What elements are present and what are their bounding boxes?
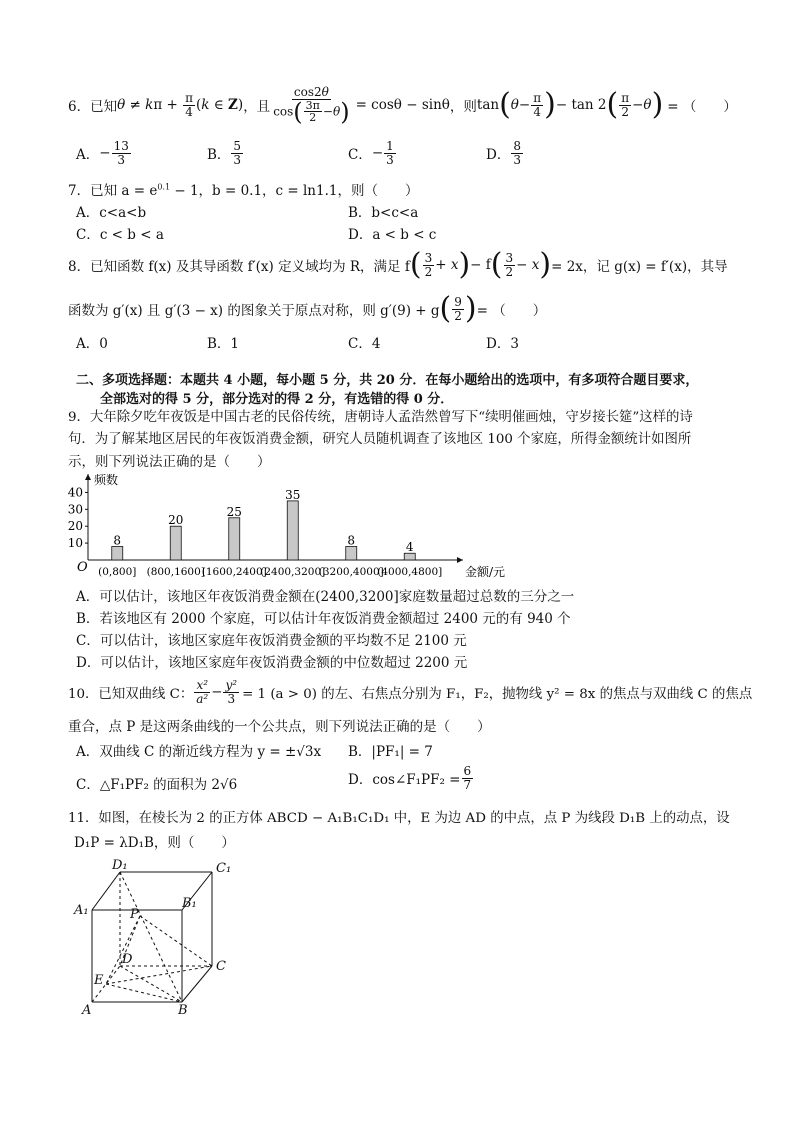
q6-rhs: = cosθ − sinθ: [355, 97, 450, 113]
label-c: C: [216, 959, 226, 974]
bar-value-label: 8: [347, 533, 356, 548]
q6-ask-tail: = （ ）: [667, 99, 737, 115]
q10-option-d[interactable]: D．cos∠F₁PF₂ = $\frac{6}{7}$: [348, 764, 472, 792]
q10-option-b[interactable]: B．|PF₁| = 7: [348, 744, 433, 760]
q7-option-b[interactable]: B．b<c<a: [348, 205, 419, 221]
histogram-bar: [346, 546, 357, 560]
q10-option-a[interactable]: A．双曲线 C 的渐近线方程为 y = ±√3x: [76, 744, 322, 760]
x-category-label: (3200,4000]: [318, 566, 384, 578]
q6-stem: 6．已知 θ ≠ k π + $\frac{\pi}{4}$ ( k ∈ Z ) ，且 cos2θ cos( $\frac{3\pi}{2}$ −θ) = cosθ − sinθ ，则 tan ( θ − $\frac{\pi}{4}$ ) − tan 2 ( $\frac{\pi}{2}$ − θ ) = （ ）: [68, 85, 737, 126]
label-d1: D₁: [112, 858, 128, 873]
q9-option-b[interactable]: B．若该地区有 2000 个家庭，可以估计年夜饭消费金额超过 2400 元的有 940 个: [76, 611, 571, 627]
label-e: E: [94, 973, 104, 988]
q9-line2: 句．为了解某地区居民的年夜饭消费金额，研究人员随机调查了该地区 100 个家庭，所得金额统计如图所: [68, 432, 692, 447]
q8-line2: 函数为 g′(x) 且 g′(3 − x) 的图象关于原点对称，则 g′(9) + g ( $\frac{9}{2}$ ) = （ ）: [68, 291, 547, 326]
q8-option-d[interactable]: D．3: [486, 336, 519, 352]
q6-option-a[interactable]: A． − $\frac{13}{3}$: [76, 139, 129, 167]
bar-value-label: 20: [168, 513, 184, 528]
histogram-bar: [112, 546, 123, 560]
cube-figure: [70, 858, 240, 1018]
label-b: B: [178, 1003, 188, 1018]
label-b1: B₁: [182, 896, 197, 911]
x-category-label: (4000,4800]: [377, 566, 443, 578]
x-category-label: (0,800]: [98, 566, 137, 578]
q11-line2: D₁P = λD₁B，则（ ）: [74, 835, 235, 851]
label-p: P: [130, 907, 139, 922]
q8-option-c[interactable]: C．4: [348, 336, 381, 352]
q6-option-b[interactable]: B． $\frac{5}{3}$: [207, 139, 242, 167]
histogram-bar: [404, 553, 415, 560]
q10-option-c[interactable]: C．△F₁PF₂ 的面积为 2√6: [76, 777, 238, 793]
q10-line1: 10．已知双曲线 C： $\frac{\text{x²}}{\text{a²}}$ − $\frac{\text{y²}}{3}$ = 1 (a > 0) 的左、右焦点分别为 F₁，F₂，抛物线 y² = 8x 的焦点与双曲线 C 的焦点: [68, 677, 753, 706]
x-category-label: (1600,2400]: [201, 566, 267, 578]
label-c1: C₁: [216, 861, 232, 876]
label-d: D: [122, 952, 133, 967]
histogram-chart: [68, 470, 538, 580]
x-category-label: (2400,3200]: [260, 566, 326, 578]
q8-option-a[interactable]: A．0: [76, 336, 108, 352]
q9-line1: 9．大年除夕吃年夜饭是中国古老的民俗传统，唐朝诗人孟浩然曾写下“续明催画烛，守岁接长筵”这样的诗: [68, 410, 693, 425]
label-a: A: [82, 1003, 92, 1018]
y-tick-label: 10: [68, 536, 83, 551]
histogram-bar: [170, 526, 181, 560]
bar-value-label: 25: [226, 504, 242, 519]
y-tick-label: 20: [68, 519, 83, 534]
q9-line3: 示，则下列说法正确的是（ ）: [68, 454, 271, 470]
q6-cond: ，且: [243, 99, 271, 115]
q6-ask: ，则: [449, 99, 477, 115]
x-axis-label: 金额/元: [465, 565, 506, 579]
section2-line1: 二、多项选择题：本题共 4 小题，每小题 5 分，共 20 分．在每小题给出的选项中，有多项符合题目要求，: [76, 373, 699, 388]
y-axis-label: 频数: [94, 473, 119, 487]
q8-option-b[interactable]: B．1: [207, 336, 240, 352]
q11-line1: 11．如图，在棱长为 2 的正方体 ABCD − A₁B₁C₁D₁ 中，E 为边 AD 的中点，点 P 为线段 D₁B 上的动点，设: [68, 811, 730, 826]
bar-value-label: 35: [285, 487, 301, 502]
y-tick-label: 40: [68, 485, 83, 500]
q9-option-d[interactable]: D．可以估计，该地区家庭年夜饭消费金额的中位数超过 2200 元: [76, 655, 468, 671]
q7-option-a[interactable]: A．c<a<b: [76, 205, 147, 221]
q9-option-c[interactable]: C．可以估计，该地区家庭年夜饭消费金额的平均数不足 2100 元: [76, 633, 467, 649]
q10-line2: 重合，点 P 是这两条曲线的一个公共点，则下列说法正确的是（ ）: [68, 719, 491, 735]
y-tick-label: 30: [68, 502, 83, 517]
bar-value-label: 4: [405, 540, 414, 555]
q8-line1: 8．已知函数 f(x) 及其导函数 f′(x) 定义域均为 R，满足 f ( $\frac{3}{2}$ + x ) − f ( $\frac{3}{2}$ − x ) = 2x，记 g(x) = f′(x)，其导: [68, 247, 728, 282]
q9-option-a[interactable]: A．可以估计，该地区年夜饭消费金额在(2400,3200]家庭数量超过总数的三分之一: [76, 589, 575, 605]
x-category-label: (800,1600]: [146, 566, 205, 578]
q7-stem: 7．已知 $a = e^{0.1} - 1$，b = 0.1，c = ln1.1，则（ ）: [68, 182, 419, 199]
q6-option-d[interactable]: D． $\frac{8}{3}$: [486, 139, 521, 167]
q6-prefix: 6．已知: [68, 99, 118, 115]
q6-option-c[interactable]: C． − $\frac{1}{3}$: [348, 139, 394, 167]
label-a1: A₁: [74, 903, 89, 918]
q7-option-d[interactable]: D．a < b < c: [348, 227, 437, 243]
q7-option-c[interactable]: C．c < b < a: [76, 227, 164, 243]
bar-value-label: 8: [113, 533, 122, 548]
section2-line2: 全部选对的得 5 分，部分选对的得 2 分，有选错的得 0 分．: [100, 392, 454, 407]
histogram-bar: [287, 501, 298, 560]
origin-label: O: [77, 560, 88, 575]
histogram-bar: [229, 518, 240, 560]
